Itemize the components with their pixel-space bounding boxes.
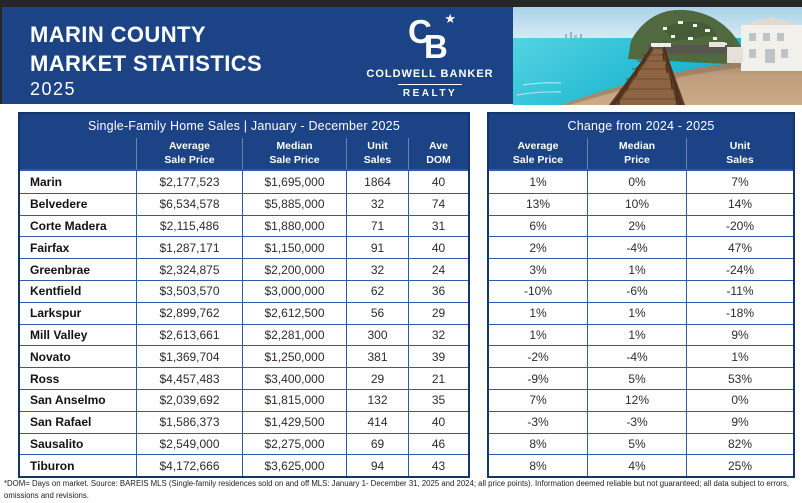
unit-sales-cell: 32 bbox=[346, 194, 408, 215]
photo-art bbox=[513, 7, 802, 105]
change-unit-sales-cell: -11% bbox=[686, 281, 793, 302]
change-median-price-cell: 12% bbox=[587, 390, 686, 411]
unit-sales-cell: 381 bbox=[346, 346, 408, 367]
column-header-unit-sales: Unit Sales bbox=[346, 138, 408, 169]
change-median-price-cell: -4% bbox=[587, 237, 686, 258]
unit-sales-cell: 29 bbox=[346, 368, 408, 389]
avg-price-cell: $2,899,762 bbox=[136, 303, 242, 324]
footnote-disclaimer: *DOM= Days on market. Source: BAREIS MLS (Single-family residences sold on and off MLS: January 1- December 31, 2025 and 2024; all price points). Information deemed reliable but not guaranteed; all data subject to errors, omissions and revisions. bbox=[4, 479, 789, 501]
change-unit-sales-cell: 0% bbox=[686, 390, 793, 411]
star-icon: ★ bbox=[444, 11, 456, 26]
sales-table-title: Single-Family Home Sales | January - December 2025 bbox=[88, 119, 400, 133]
change-median-price-cell: 5% bbox=[587, 434, 686, 455]
median-price-cell: $5,885,000 bbox=[242, 194, 346, 215]
change-median-price-cell: 2% bbox=[587, 216, 686, 237]
brand-divider bbox=[398, 84, 462, 85]
brand-division: REALTY bbox=[402, 88, 458, 99]
table-row bbox=[20, 258, 468, 280]
unit-sales-cell: 300 bbox=[346, 325, 408, 346]
town-cell: San Anselmo bbox=[30, 393, 106, 408]
avg-price-cell: $2,613,661 bbox=[136, 325, 242, 346]
title-block bbox=[30, 21, 262, 100]
coldwell-banker-logo bbox=[355, 11, 505, 99]
table-row bbox=[20, 280, 468, 302]
page-title-line2: MARKET STATISTICS bbox=[30, 50, 263, 76]
ave-dom-cell: 36 bbox=[408, 281, 468, 302]
ave-dom-cell: 46 bbox=[408, 434, 468, 455]
town-cell: Ross bbox=[30, 371, 60, 386]
avg-price-cell: $6,534,578 bbox=[136, 194, 242, 215]
page-title-line1: MARIN COUNTY bbox=[30, 22, 206, 47]
sausalito-bay-photo bbox=[513, 7, 802, 105]
table-row bbox=[20, 171, 468, 193]
change-avg-price-cell: -2% bbox=[527, 349, 549, 364]
table-row bbox=[489, 454, 793, 476]
table-row bbox=[20, 454, 468, 476]
unit-sales-cell: 56 bbox=[346, 303, 408, 324]
town-cell: Greenbrae bbox=[30, 262, 91, 277]
column-header-change-average-sale-price: Average Sale Price bbox=[512, 140, 564, 166]
table-row bbox=[20, 411, 468, 433]
median-price-cell: $2,200,000 bbox=[242, 259, 346, 280]
ave-dom-cell: 21 bbox=[408, 368, 468, 389]
ave-dom-cell: 31 bbox=[408, 216, 468, 237]
column-header-town bbox=[20, 138, 136, 169]
table-row bbox=[20, 367, 468, 389]
median-price-cell: $1,150,000 bbox=[242, 237, 346, 258]
median-price-cell: $3,400,000 bbox=[242, 368, 346, 389]
ave-dom-cell: 40 bbox=[408, 171, 468, 193]
median-price-cell: $3,625,000 bbox=[242, 455, 346, 476]
change-unit-sales-cell: 53% bbox=[686, 368, 793, 389]
unit-sales-cell: 62 bbox=[346, 281, 408, 302]
median-price-cell: $2,281,000 bbox=[242, 325, 346, 346]
sales-table bbox=[18, 112, 470, 478]
avg-price-cell: $1,369,704 bbox=[136, 346, 242, 367]
table-row bbox=[489, 258, 793, 280]
table-row bbox=[20, 193, 468, 215]
change-avg-price-cell: 6% bbox=[529, 218, 547, 233]
unit-sales-cell: 32 bbox=[346, 259, 408, 280]
table-row bbox=[489, 324, 793, 346]
table-row bbox=[489, 215, 793, 237]
avg-price-cell: $2,324,875 bbox=[136, 259, 242, 280]
change-unit-sales-cell: 9% bbox=[686, 325, 793, 346]
town-cell: Corte Madera bbox=[30, 218, 107, 233]
change-avg-price-cell: 13% bbox=[525, 197, 551, 212]
avg-price-cell: $1,586,373 bbox=[136, 412, 242, 433]
sales-table-body bbox=[20, 171, 468, 476]
town-cell: San Rafael bbox=[30, 415, 92, 430]
ave-dom-cell: 40 bbox=[408, 237, 468, 258]
change-avg-price-cell: 2% bbox=[529, 240, 547, 255]
town-cell: Belvedere bbox=[30, 197, 88, 212]
change-avg-price-cell: 1% bbox=[529, 174, 547, 189]
change-median-price-cell: -3% bbox=[587, 412, 686, 433]
table-row bbox=[489, 367, 793, 389]
column-header-ave-dom: Ave DOM bbox=[408, 138, 468, 169]
avg-price-cell: $2,549,000 bbox=[136, 434, 242, 455]
change-unit-sales-cell: 9% bbox=[686, 412, 793, 433]
avg-price-cell: $3,503,570 bbox=[136, 281, 242, 302]
table-row bbox=[489, 433, 793, 455]
change-median-price-cell: 1% bbox=[587, 325, 686, 346]
table-row bbox=[20, 324, 468, 346]
change-median-price-cell: 4% bbox=[587, 455, 686, 476]
unit-sales-cell: 71 bbox=[346, 216, 408, 237]
avg-price-cell: $2,115,486 bbox=[136, 216, 242, 237]
median-price-cell: $1,880,000 bbox=[242, 216, 346, 237]
table-row bbox=[20, 236, 468, 258]
avg-price-cell: $2,039,692 bbox=[136, 390, 242, 411]
change-median-price-cell: 5% bbox=[587, 368, 686, 389]
change-unit-sales-cell: -18% bbox=[686, 303, 793, 324]
median-price-cell: $1,815,000 bbox=[242, 390, 346, 411]
ave-dom-cell: 74 bbox=[408, 194, 468, 215]
town-cell: Novato bbox=[30, 349, 71, 364]
brand-name: COLDWELL BANKER bbox=[366, 68, 494, 80]
median-price-cell: $1,429,500 bbox=[242, 412, 346, 433]
change-table-title: Change from 2024 - 2025 bbox=[567, 119, 715, 133]
ave-dom-cell: 29 bbox=[408, 303, 468, 324]
table-row bbox=[20, 389, 468, 411]
ave-dom-cell: 43 bbox=[408, 455, 468, 476]
change-median-price-cell: 1% bbox=[587, 259, 686, 280]
town-cell: Larkspur bbox=[30, 306, 82, 321]
unit-sales-cell: 132 bbox=[346, 390, 408, 411]
cb-monogram-b: B bbox=[424, 28, 448, 65]
town-cell: Kentfield bbox=[30, 284, 82, 299]
town-cell: Mill Valley bbox=[30, 327, 88, 342]
table-row bbox=[489, 171, 793, 193]
column-header-median-sale-price: Median Sale Price bbox=[242, 138, 346, 169]
change-avg-price-cell: -9% bbox=[527, 371, 549, 386]
town-cell: Tiburon bbox=[30, 458, 75, 473]
cb-monogram-c: C bbox=[408, 13, 432, 50]
table-row bbox=[489, 345, 793, 367]
change-avg-price-cell: 3% bbox=[529, 262, 547, 277]
change-unit-sales-cell: 47% bbox=[686, 237, 793, 258]
avg-price-cell: $4,457,483 bbox=[136, 368, 242, 389]
ave-dom-cell: 35 bbox=[408, 390, 468, 411]
change-table bbox=[487, 112, 795, 478]
change-avg-price-cell: -3% bbox=[527, 415, 549, 430]
masthead bbox=[2, 7, 513, 104]
unit-sales-cell: 94 bbox=[346, 455, 408, 476]
change-column-headers bbox=[489, 138, 793, 169]
change-unit-sales-cell: -20% bbox=[686, 216, 793, 237]
median-price-cell: $3,000,000 bbox=[242, 281, 346, 302]
change-avg-price-cell: -10% bbox=[523, 284, 552, 299]
change-median-price-cell: 10% bbox=[587, 194, 686, 215]
avg-price-cell: $2,177,523 bbox=[136, 171, 242, 193]
table-row bbox=[489, 193, 793, 215]
avg-price-cell: $1,287,171 bbox=[136, 237, 242, 258]
change-median-price-cell: 0% bbox=[587, 171, 686, 193]
change-median-price-cell: -4% bbox=[587, 346, 686, 367]
median-price-cell: $2,612,500 bbox=[242, 303, 346, 324]
table-row bbox=[489, 236, 793, 258]
avg-price-cell: $4,172,666 bbox=[136, 455, 242, 476]
cb-monogram-icon bbox=[400, 11, 460, 65]
change-avg-price-cell: 1% bbox=[529, 306, 547, 321]
unit-sales-cell: 91 bbox=[346, 237, 408, 258]
change-avg-price-cell: 1% bbox=[529, 327, 547, 342]
change-unit-sales-cell: 7% bbox=[686, 171, 793, 193]
change-table-body bbox=[489, 171, 793, 476]
town-cell: Sausalito bbox=[30, 436, 84, 451]
change-avg-price-cell: 7% bbox=[529, 393, 547, 408]
unit-sales-cell: 1864 bbox=[346, 171, 408, 193]
ave-dom-cell: 40 bbox=[408, 412, 468, 433]
sales-table-header bbox=[20, 114, 468, 171]
median-price-cell: $1,250,000 bbox=[242, 346, 346, 367]
column-header-change-unit-sales: Unit Sales bbox=[686, 138, 793, 169]
column-header-change-median-price: Median Price bbox=[587, 138, 686, 169]
table-row bbox=[489, 389, 793, 411]
median-price-cell: $1,695,000 bbox=[242, 171, 346, 193]
table-row bbox=[20, 345, 468, 367]
town-cell: Fairfax bbox=[30, 240, 70, 255]
unit-sales-cell: 414 bbox=[346, 412, 408, 433]
page-title-year: 2025 bbox=[30, 79, 77, 100]
table-row bbox=[20, 433, 468, 455]
ave-dom-cell: 39 bbox=[408, 346, 468, 367]
sales-column-headers bbox=[20, 138, 468, 169]
change-median-price-cell: 1% bbox=[587, 303, 686, 324]
ave-dom-cell: 32 bbox=[408, 325, 468, 346]
change-unit-sales-cell: 82% bbox=[686, 434, 793, 455]
table-row bbox=[20, 302, 468, 324]
change-unit-sales-cell: -24% bbox=[686, 259, 793, 280]
table-row bbox=[489, 280, 793, 302]
change-avg-price-cell: 8% bbox=[529, 458, 547, 473]
change-median-price-cell: -6% bbox=[587, 281, 686, 302]
change-unit-sales-cell: 14% bbox=[686, 194, 793, 215]
town-cell: Marin bbox=[30, 174, 63, 189]
table-row bbox=[489, 302, 793, 324]
table-row bbox=[20, 215, 468, 237]
change-table-header bbox=[489, 114, 793, 171]
change-unit-sales-cell: 1% bbox=[686, 346, 793, 367]
top-dark-bar bbox=[0, 0, 802, 7]
table-row bbox=[489, 411, 793, 433]
change-unit-sales-cell: 25% bbox=[686, 455, 793, 476]
change-avg-price-cell: 8% bbox=[529, 436, 547, 451]
median-price-cell: $2,275,000 bbox=[242, 434, 346, 455]
ave-dom-cell: 24 bbox=[408, 259, 468, 280]
unit-sales-cell: 69 bbox=[346, 434, 408, 455]
column-header-average-sale-price: Average Sale Price bbox=[136, 138, 242, 169]
